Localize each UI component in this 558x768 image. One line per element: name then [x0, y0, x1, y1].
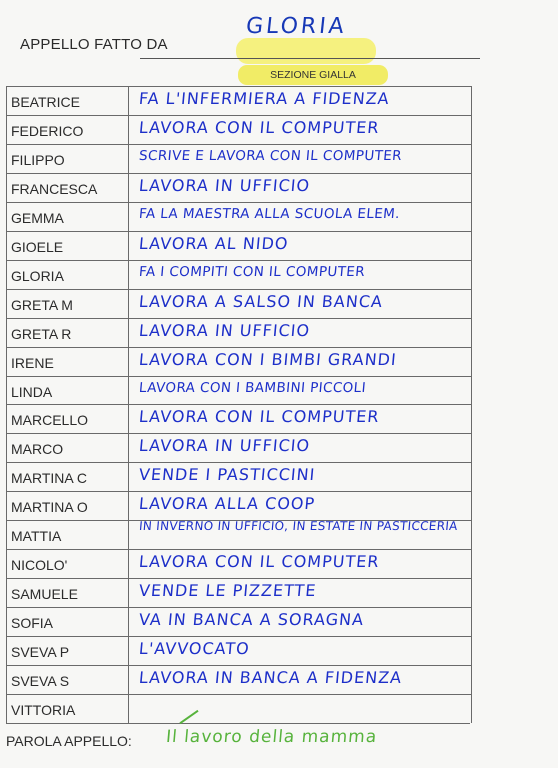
- column-divider: [128, 405, 129, 434]
- column-divider: [128, 174, 129, 203]
- table-row: [7, 694, 471, 724]
- student-name: SAMUELE: [11, 586, 78, 603]
- parent-job: IN INVERNO IN UFFICIO, IN ESTATE IN PASTICCERIA: [138, 519, 459, 534]
- column-divider: [128, 145, 129, 174]
- table-row: [7, 144, 471, 174]
- parent-job: FA LA MAESTRA ALLA SCUOLA ELEM.: [138, 205, 401, 222]
- student-name: GEMMA: [11, 209, 64, 226]
- column-divider: [128, 377, 129, 406]
- student-name: GRETA R: [11, 325, 72, 342]
- column-divider: [128, 666, 129, 695]
- student-name: LINDA: [11, 383, 53, 400]
- student-name: VITTORIA: [11, 701, 76, 718]
- table-row: [7, 231, 471, 261]
- table-row: [7, 520, 471, 550]
- column-divider: [128, 116, 129, 145]
- column-divider: [128, 637, 129, 666]
- parent-job: LAVORA AL NIDO: [138, 233, 290, 253]
- section-name: SEZIONE GIALLA: [238, 65, 388, 85]
- table-row: [7, 115, 471, 145]
- header-underline: [140, 58, 480, 59]
- header-label: APPELLO FATTO DA: [20, 36, 168, 53]
- password-value: Il lavoro della mamma: [165, 727, 379, 747]
- table-bottom-border: [6, 723, 470, 724]
- student-name: FILIPPO: [11, 151, 65, 168]
- table-row: [7, 404, 471, 434]
- table-row: [7, 433, 471, 463]
- column-divider: [128, 463, 129, 492]
- column-divider: [128, 695, 129, 724]
- table-row: [7, 462, 471, 492]
- parent-job: FA L'INFERMIERA A FIDENZA: [138, 89, 391, 108]
- table-row: [7, 86, 471, 116]
- column-divider: [128, 261, 129, 290]
- student-name: GRETA M: [11, 296, 73, 313]
- table-row: [7, 607, 471, 637]
- author-name: GLORIA: [244, 14, 348, 39]
- parent-job: LAVORA CON I BIMBI GRANDI: [138, 349, 398, 369]
- parent-job: LAVORA CON I BAMBINI PICCOLI: [138, 379, 367, 396]
- table-row: [7, 347, 471, 377]
- column-divider: [128, 232, 129, 261]
- table-row: [7, 202, 471, 232]
- student-name: NICOLO': [11, 557, 68, 574]
- column-divider: [128, 608, 129, 637]
- student-name: GIOELE: [11, 238, 64, 255]
- student-name: SVEVA S: [11, 673, 70, 689]
- table-row: [7, 260, 471, 290]
- column-divider: [128, 579, 129, 608]
- column-divider: [128, 203, 129, 232]
- yellow-highlight: [236, 38, 376, 64]
- student-name: MARTINA C: [11, 470, 87, 487]
- student-name: FEDERICO: [11, 122, 84, 139]
- parent-job: LAVORA A SALSO IN BANCA: [138, 291, 384, 311]
- parent-job: VENDE LE PIZZETTE: [138, 581, 318, 601]
- column-divider: [128, 290, 129, 319]
- parent-job: LAVORA IN BANCA A FIDENZA: [138, 668, 403, 687]
- table-row: [7, 491, 471, 521]
- column-divider: [128, 87, 129, 116]
- column-divider: [128, 550, 129, 579]
- student-name: FRANCESCA: [11, 180, 98, 197]
- table-row: [7, 549, 471, 579]
- parent-job: L'AVVOCATO: [138, 639, 251, 659]
- student-name: SVEVA P: [11, 644, 70, 661]
- column-divider: [128, 348, 129, 377]
- parent-job: LAVORA CON IL COMPUTER: [138, 407, 381, 427]
- parent-job: LAVORA IN UFFICIO: [138, 175, 311, 195]
- table-row: [7, 318, 471, 348]
- table-row: [7, 636, 471, 666]
- table-row: [7, 578, 471, 608]
- attendance-table: [6, 86, 472, 723]
- parent-job: LAVORA IN UFFICIO: [138, 436, 311, 456]
- student-name: MARTINA O: [11, 499, 88, 516]
- table-row: [7, 173, 471, 203]
- parent-job: LAVORA CON IL COMPUTER: [138, 552, 381, 572]
- student-name: BEATRICE: [11, 94, 80, 110]
- table-row: [7, 376, 471, 406]
- student-name: GLORIA: [11, 267, 64, 284]
- table-row: [7, 289, 471, 319]
- parent-job: LAVORA IN UFFICIO: [138, 320, 311, 340]
- password-label: PAROLA APPELLO:: [6, 733, 132, 749]
- parent-job: SCRIVE E LAVORA CON IL COMPUTER: [138, 147, 403, 164]
- column-divider: [128, 319, 129, 348]
- column-divider: [128, 434, 129, 463]
- parent-job: VENDE I PASTICCINI: [138, 465, 317, 485]
- column-divider: [128, 492, 129, 521]
- column-divider: [128, 521, 129, 550]
- student-name: IRENE: [11, 354, 54, 371]
- parent-job: VA IN BANCA A SORAGNA: [138, 610, 365, 630]
- table-row: [7, 665, 471, 695]
- parent-job: LAVORA CON IL COMPUTER: [138, 117, 381, 137]
- student-name: MARCELLO: [11, 412, 89, 429]
- student-name: SOFIA: [11, 615, 54, 632]
- student-name: MATTIA: [11, 528, 62, 545]
- parent-job: FA I COMPITI CON IL COMPUTER: [138, 263, 366, 280]
- student-name: MARCO: [11, 441, 64, 458]
- parent-job: LAVORA ALLA COOP: [138, 494, 316, 514]
